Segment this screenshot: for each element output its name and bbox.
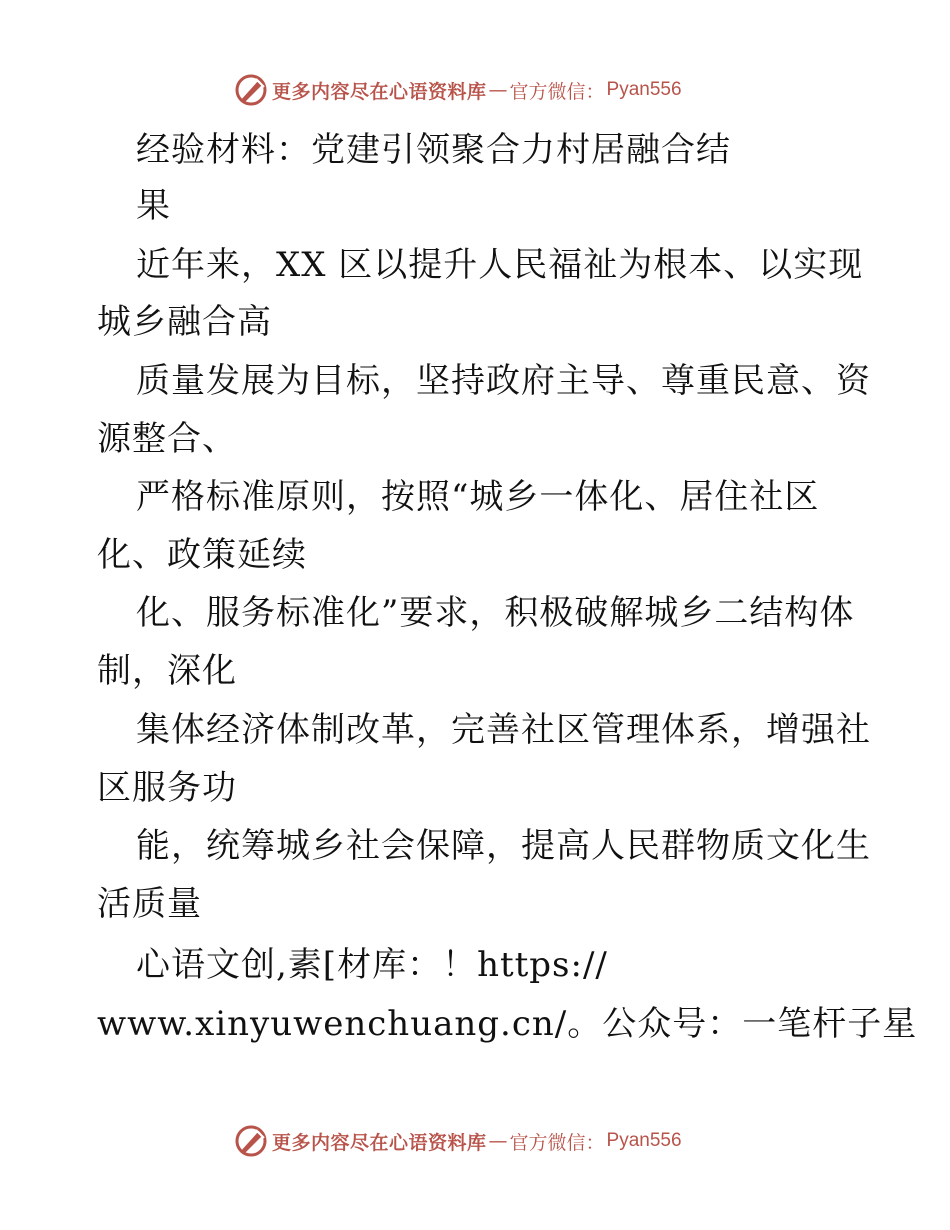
paragraph-line: 制，深化 (97, 651, 237, 691)
paragraph-line: 活质量 (97, 884, 202, 924)
paragraph-line: 能，统筹城乡社会保障，提高人民群物质文化生 (136, 826, 871, 866)
pen-logo-icon (234, 73, 268, 107)
header-banner (234, 73, 682, 107)
banner-separator: — (488, 1130, 508, 1152)
paragraph-line: 化、服务标准化”要求，积极破解城乡二结构体 (136, 593, 855, 633)
paragraph-line: 严格标准原则，按照“城乡一体化、居住社区 (136, 477, 820, 517)
banner-wechat-id: Pyan556 (606, 79, 682, 100)
paragraph-line: 质量发展为目标，坚持政府主导、尊重民意、资 (136, 361, 871, 401)
paragraph-line: 源整合、 (97, 419, 237, 459)
banner-wechat-label: 官方微信： (509, 1131, 605, 1154)
banner-wechat-label: 官方微信： (509, 80, 605, 103)
paragraph-line: 区服务功 (97, 768, 237, 808)
source-line: 心语文创,素[材库：！https:// (136, 945, 608, 985)
banner-slogan: 更多内容尽在心语资料库 (272, 1131, 487, 1154)
banner-separator: — (488, 79, 508, 101)
document-title-line-1: 经验材料：党建引领聚合力村居融合结 (136, 130, 731, 170)
banner-slogan: 更多内容尽在心语资料库 (272, 80, 487, 103)
footer-banner (234, 1124, 682, 1158)
paragraph-line: 城乡融合高 (97, 302, 272, 342)
paragraph-line: 近年来，XX 区以提升人民福祉为根本、以实现 (136, 245, 864, 285)
source-url-line: www.xinyuwenchuang.cn/。公众号：一笔杆子星 (97, 1004, 918, 1044)
paragraph-line: 化、政策延续 (97, 535, 307, 575)
pen-logo-icon (234, 1124, 268, 1158)
document-title-line-2: 果 (136, 186, 171, 226)
banner-wechat-id: Pyan556 (606, 1130, 682, 1151)
paragraph-line: 集体经济体制改革，完善社区管理体系，增强社 (136, 710, 871, 750)
